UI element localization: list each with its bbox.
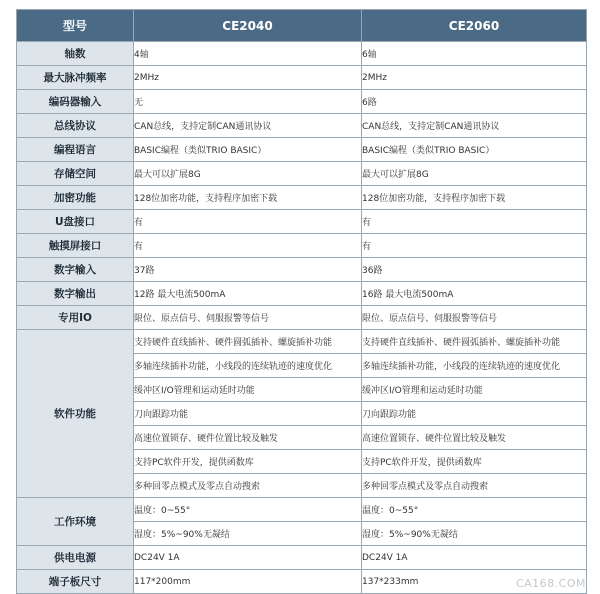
table-row xyxy=(17,138,587,162)
value-ce2060: 缓冲区I/O管理和运动延时功能 xyxy=(362,378,587,402)
header-label: 型号 xyxy=(17,10,134,42)
row-label: 轴数 xyxy=(17,42,134,66)
value-ce2060: 刀向跟踪功能 xyxy=(362,402,587,426)
value-ce2060: BASIC编程（类似TRIO BASIC） xyxy=(362,138,587,162)
table-row xyxy=(17,306,587,330)
value-ce2040: 高速位置锁存、硬件位置比较及触发 xyxy=(134,426,362,450)
table-row xyxy=(17,546,587,570)
value-ce2040: 湿度：5%~90%无凝结 xyxy=(134,522,362,546)
row-label: 数字输入 xyxy=(17,258,134,282)
watermark: CA168.COM xyxy=(515,577,586,590)
value-ce2040: 多种回零点模式及零点自动搜索 xyxy=(134,474,362,498)
value-ce2040: 无 xyxy=(134,90,362,114)
value-ce2060: 支持硬件直线插补、硬件圆弧插补、螺旋插补功能 xyxy=(362,330,587,354)
row-label: 工作环境 xyxy=(17,498,134,546)
header-model-1: CE2040 xyxy=(134,10,362,42)
table-row xyxy=(17,90,587,114)
row-label: 数字输出 xyxy=(17,282,134,306)
row-label: 编码器输入 xyxy=(17,90,134,114)
value-ce2060: 36路 xyxy=(362,258,587,282)
table-row xyxy=(17,282,587,306)
value-ce2060: DC24V 1A xyxy=(362,546,587,570)
table-row xyxy=(17,186,587,210)
value-ce2060: CAN总线，支持定制CAN通讯协议 xyxy=(362,114,587,138)
value-ce2040: 最大可以扩展8G xyxy=(134,162,362,186)
header-model-2: CE2060 xyxy=(362,10,587,42)
value-ce2040: 37路 xyxy=(134,258,362,282)
value-ce2060: 最大可以扩展8G xyxy=(362,162,587,186)
table-row xyxy=(17,66,587,90)
row-label: 供电电源 xyxy=(17,546,134,570)
table-row xyxy=(17,42,587,66)
table-row xyxy=(17,234,587,258)
value-ce2040: 128位加密功能，支持程序加密下载 xyxy=(134,186,362,210)
value-ce2060: 有 xyxy=(362,210,587,234)
value-ce2040: 限位、原点信号、伺服报警等信号 xyxy=(134,306,362,330)
value-ce2040: 4轴 xyxy=(134,42,362,66)
table-row xyxy=(17,330,587,354)
row-label: 触摸屏接口 xyxy=(17,234,134,258)
row-label: 专用IO xyxy=(17,306,134,330)
value-ce2040: 温度：0~55° xyxy=(134,498,362,522)
value-ce2060: 多种回零点模式及零点自动搜索 xyxy=(362,474,587,498)
value-ce2060: 湿度：5%~90%无凝结 xyxy=(362,522,587,546)
value-ce2040: 有 xyxy=(134,210,362,234)
row-label: U盘接口 xyxy=(17,210,134,234)
value-ce2040: DC24V 1A xyxy=(134,546,362,570)
value-ce2060: 限位、原点信号、伺服报警等信号 xyxy=(362,306,587,330)
table-row xyxy=(17,162,587,186)
spec-body xyxy=(17,42,587,594)
table-row xyxy=(17,570,587,594)
value-ce2060: 16路 最大电流500mA xyxy=(362,282,587,306)
value-ce2040: 缓冲区I/O管理和运动延时功能 xyxy=(134,378,362,402)
value-ce2040: 支持PC软件开发，提供函数库 xyxy=(134,450,362,474)
value-ce2040: 117*200mm xyxy=(134,570,362,594)
value-ce2060: 支持PC软件开发，提供函数库 xyxy=(362,450,587,474)
table-row xyxy=(17,258,587,282)
row-label: 最大脉冲频率 xyxy=(17,66,134,90)
spec-table xyxy=(16,9,587,594)
table-row xyxy=(17,210,587,234)
value-ce2040: BASIC编程（类似TRIO BASIC） xyxy=(134,138,362,162)
value-ce2040: 有 xyxy=(134,234,362,258)
value-ce2060: 有 xyxy=(362,234,587,258)
value-ce2040: CAN总线，支持定制CAN通讯协议 xyxy=(134,114,362,138)
value-ce2040: 刀向跟踪功能 xyxy=(134,402,362,426)
row-label: 软件功能 xyxy=(17,330,134,498)
row-label: 端子板尺寸 xyxy=(17,570,134,594)
value-ce2060: 137*233mm xyxy=(362,570,587,594)
value-ce2060: 2MHz xyxy=(362,66,587,90)
value-ce2060: 6路 xyxy=(362,90,587,114)
value-ce2060: 6轴 xyxy=(362,42,587,66)
row-label: 总线协议 xyxy=(17,114,134,138)
row-label: 存储空间 xyxy=(17,162,134,186)
value-ce2040: 多轴连续插补功能，小线段的连续轨迹的速度优化 xyxy=(134,354,362,378)
value-ce2060: 高速位置锁存、硬件位置比较及触发 xyxy=(362,426,587,450)
value-ce2040: 支持硬件直线插补、硬件圆弧插补、螺旋插补功能 xyxy=(134,330,362,354)
value-ce2040: 12路 最大电流500mA xyxy=(134,282,362,306)
value-ce2060: 温度：0~55° xyxy=(362,498,587,522)
value-ce2040: 2MHz xyxy=(134,66,362,90)
row-label: 加密功能 xyxy=(17,186,134,210)
header-row xyxy=(17,10,587,42)
table-row xyxy=(17,114,587,138)
table-row xyxy=(17,498,587,522)
value-ce2060: 128位加密功能，支持程序加密下载 xyxy=(362,186,587,210)
value-ce2060: 多轴连续插补功能，小线段的连续轨迹的速度优化 xyxy=(362,354,587,378)
row-label: 编程语言 xyxy=(17,138,134,162)
